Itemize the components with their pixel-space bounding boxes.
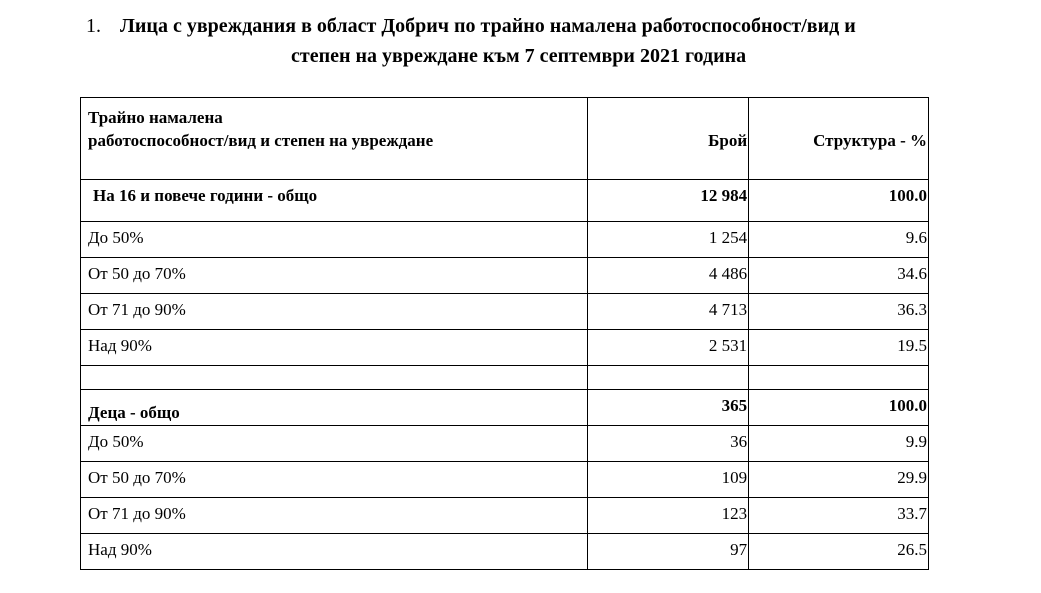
table-row [81, 294, 929, 330]
header-category-line-2: работоспособност/вид и степен на увреждане [88, 131, 434, 150]
row-share: 36.3 [749, 294, 929, 330]
children-total-count: 365 [588, 390, 749, 426]
row-label: До 50% [81, 222, 588, 258]
adults-total-row [81, 180, 929, 222]
row-label: От 71 до 90% [81, 294, 588, 330]
children-total-share: 100.0 [749, 390, 929, 426]
title-number: 1. [86, 15, 101, 37]
row-count: 36 [588, 426, 749, 462]
header-category-line-1: Трайно намалена [88, 108, 223, 127]
row-share: 26.5 [749, 534, 929, 570]
row-share: 33.7 [749, 498, 929, 534]
table-row [81, 462, 929, 498]
disability-table [80, 97, 929, 570]
row-label: От 71 до 90% [81, 498, 588, 534]
row-label: Над 90% [81, 330, 588, 366]
table-header-row [81, 98, 929, 180]
table-row [81, 222, 929, 258]
row-share: 9.9 [749, 426, 929, 462]
row-share: 29.9 [749, 462, 929, 498]
table-row [81, 426, 929, 462]
row-count: 4 713 [588, 294, 749, 330]
adults-total-count: 12 984 [588, 180, 749, 222]
empty-cell [588, 366, 749, 390]
row-count: 2 531 [588, 330, 749, 366]
adults-total-label: На 16 и повече години - общо [81, 180, 588, 222]
row-count: 109 [588, 462, 749, 498]
row-share: 9.6 [749, 222, 929, 258]
empty-cell [81, 366, 588, 390]
header-category [81, 98, 588, 180]
table-row [81, 258, 929, 294]
row-label: До 50% [81, 426, 588, 462]
empty-separator-row [81, 366, 929, 390]
table-row [81, 498, 929, 534]
row-count: 4 486 [588, 258, 749, 294]
table-row [81, 534, 929, 570]
row-count: 123 [588, 498, 749, 534]
header-count: Брой [588, 98, 749, 180]
row-label: Над 90% [81, 534, 588, 570]
children-total-label: Деца - общо [81, 390, 588, 426]
children-total-row [81, 390, 929, 426]
title-line-2: степен на увреждане към 7 септември 2021 година [291, 45, 747, 67]
table-row [81, 330, 929, 366]
title-line-1: Лица с увреждания в област Добрич по трайно намалена работоспособност/вид и [120, 15, 856, 37]
row-label: От 50 до 70% [81, 462, 588, 498]
row-count: 97 [588, 534, 749, 570]
row-share: 19.5 [749, 330, 929, 366]
empty-cell [749, 366, 929, 390]
row-share: 34.6 [749, 258, 929, 294]
row-count: 1 254 [588, 222, 749, 258]
row-label: От 50 до 70% [81, 258, 588, 294]
adults-total-share: 100.0 [749, 180, 929, 222]
header-structure: Структура - % [749, 98, 929, 180]
